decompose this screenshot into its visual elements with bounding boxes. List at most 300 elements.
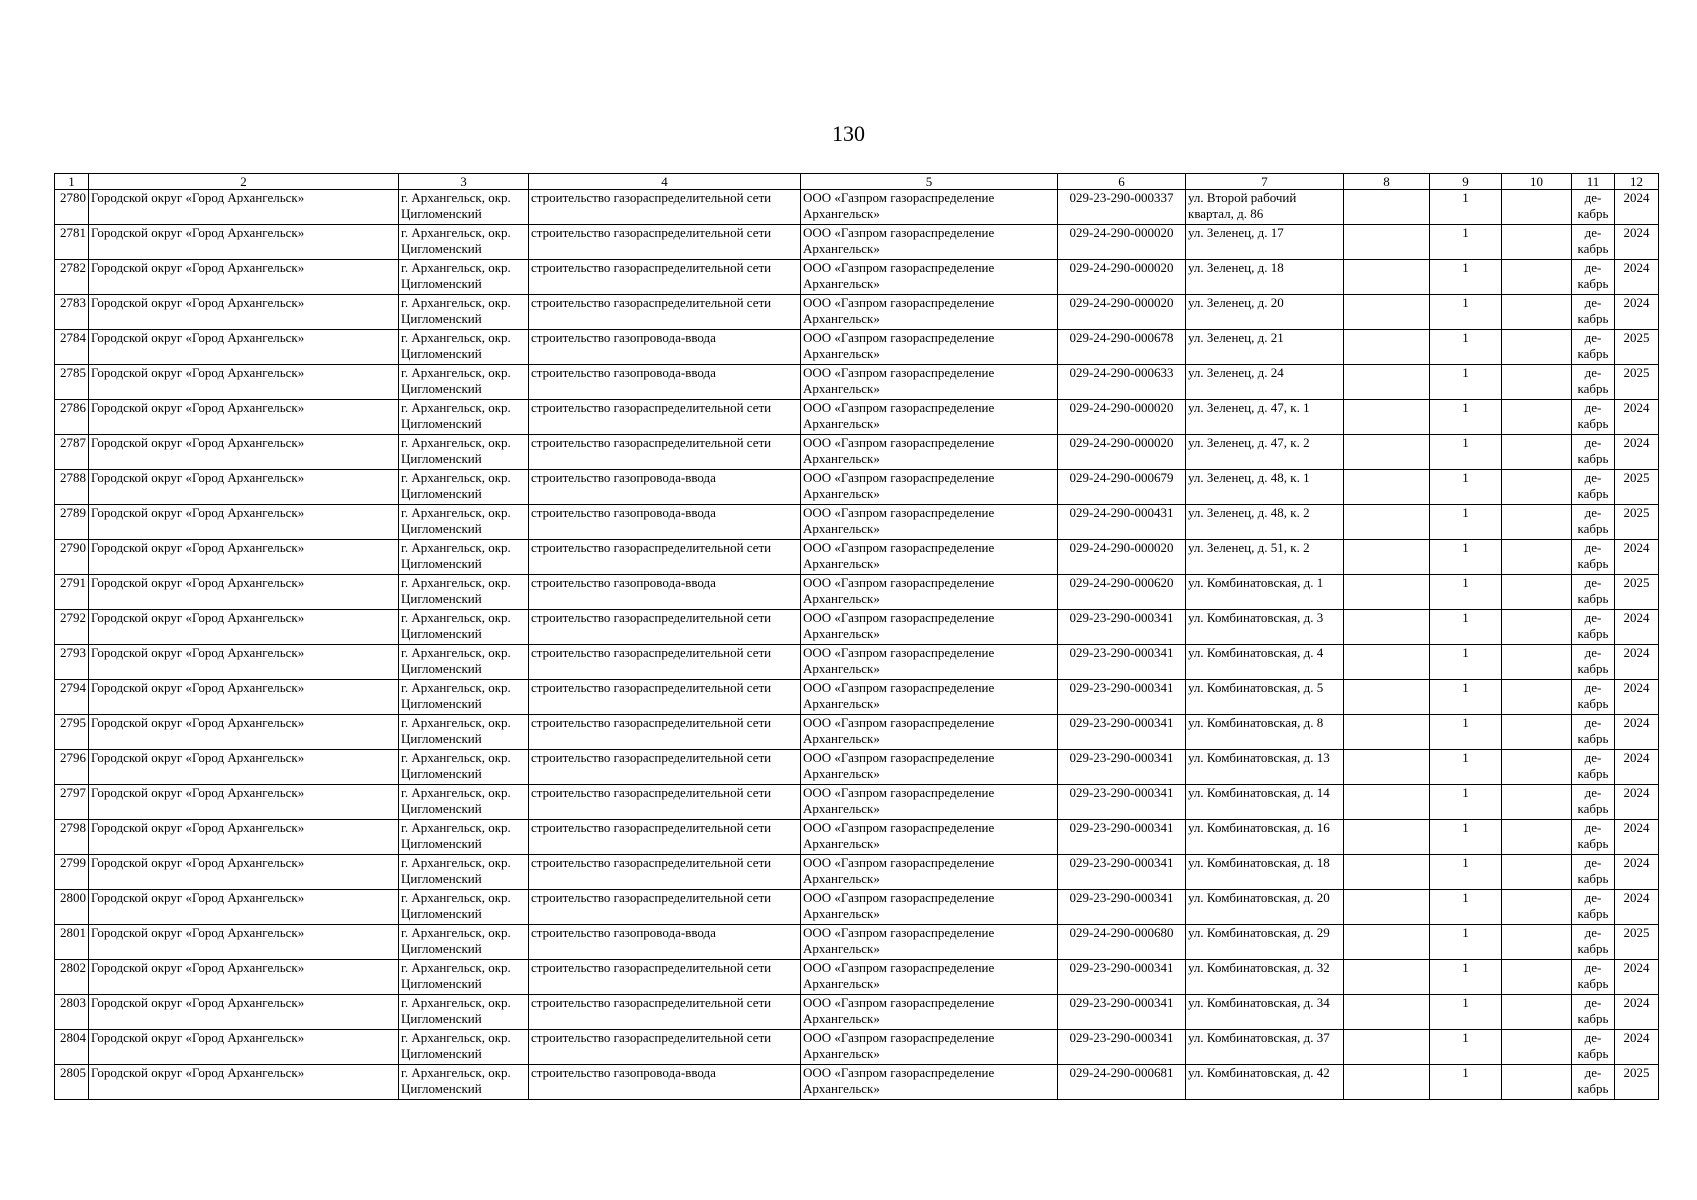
cell-locality: г. Архангельск, окр. Цигломенский (399, 995, 529, 1030)
cell-count: 1 (1430, 890, 1502, 925)
cell-month: де-кабрь (1572, 365, 1615, 400)
table-row (55, 855, 1659, 890)
cell-work-type: строительство газораспределительной сети (529, 400, 801, 435)
cell-locality: г. Архангельск, окр. Цигломенский (399, 330, 529, 365)
cell-month: де-кабрь (1572, 645, 1615, 680)
cell-count: 1 (1430, 260, 1502, 295)
cell-col8 (1344, 960, 1430, 995)
table-row (55, 470, 1659, 505)
cell-count: 1 (1430, 330, 1502, 365)
cell-address: ул. Зеленец, д. 48, к. 2 (1186, 505, 1344, 540)
cell-region: Городской округ «Город Архангельск» (89, 575, 399, 610)
cell-col8 (1344, 750, 1430, 785)
cell-year: 2025 (1615, 505, 1659, 540)
cell-col8 (1344, 890, 1430, 925)
cell-count: 1 (1430, 610, 1502, 645)
table-row (55, 190, 1659, 225)
table-row (55, 785, 1659, 820)
cell-work-type: строительство газораспределительной сети (529, 295, 801, 330)
cell-col10 (1502, 225, 1572, 260)
cell-locality: г. Архангельск, окр. Цигломенский (399, 750, 529, 785)
cell-month: де-кабрь (1572, 505, 1615, 540)
cell-col10 (1502, 435, 1572, 470)
cell-col8 (1344, 365, 1430, 400)
cell-number: 2794 (55, 680, 89, 715)
table-row (55, 715, 1659, 750)
column-header: 4 (529, 174, 801, 190)
table-row (55, 925, 1659, 960)
cell-year: 2025 (1615, 925, 1659, 960)
cell-number: 2798 (55, 820, 89, 855)
cell-number: 2796 (55, 750, 89, 785)
cell-address: ул. Зеленец, д. 17 (1186, 225, 1344, 260)
cell-month: де-кабрь (1572, 680, 1615, 715)
cell-organization: ООО «Газпром газораспределение Архангельск» (801, 890, 1058, 925)
cell-code: 029-24-290-000431 (1058, 505, 1186, 540)
cell-year: 2025 (1615, 470, 1659, 505)
column-header: 10 (1502, 174, 1572, 190)
cell-number: 2791 (55, 575, 89, 610)
cell-number: 2780 (55, 190, 89, 225)
cell-code: 029-23-290-000341 (1058, 1030, 1186, 1065)
cell-number: 2783 (55, 295, 89, 330)
cell-col8 (1344, 785, 1430, 820)
cell-code: 029-24-290-000679 (1058, 470, 1186, 505)
table-row (55, 1030, 1659, 1065)
cell-col10 (1502, 330, 1572, 365)
cell-year: 2025 (1615, 330, 1659, 365)
table-row (55, 750, 1659, 785)
cell-region: Городской округ «Город Архангельск» (89, 680, 399, 715)
cell-year: 2025 (1615, 365, 1659, 400)
cell-col8 (1344, 575, 1430, 610)
cell-code: 029-23-290-000341 (1058, 645, 1186, 680)
cell-month: де-кабрь (1572, 1030, 1615, 1065)
table-row (55, 400, 1659, 435)
cell-locality: г. Архангельск, окр. Цигломенский (399, 400, 529, 435)
cell-month: де-кабрь (1572, 190, 1615, 225)
cell-number: 2805 (55, 1065, 89, 1100)
cell-count: 1 (1430, 575, 1502, 610)
cell-locality: г. Архангельск, окр. Цигломенский (399, 190, 529, 225)
cell-month: де-кабрь (1572, 960, 1615, 995)
cell-col10 (1502, 750, 1572, 785)
cell-col10 (1502, 995, 1572, 1030)
cell-year: 2024 (1615, 820, 1659, 855)
cell-number: 2785 (55, 365, 89, 400)
cell-work-type: строительство газопровода-ввода (529, 505, 801, 540)
cell-col10 (1502, 365, 1572, 400)
cell-year: 2024 (1615, 995, 1659, 1030)
cell-month: де-кабрь (1572, 820, 1615, 855)
cell-count: 1 (1430, 1030, 1502, 1065)
cell-count: 1 (1430, 855, 1502, 890)
cell-number: 2793 (55, 645, 89, 680)
cell-organization: ООО «Газпром газораспределение Архангельск» (801, 225, 1058, 260)
cell-organization: ООО «Газпром газораспределение Архангельск» (801, 715, 1058, 750)
cell-region: Городской округ «Город Архангельск» (89, 820, 399, 855)
cell-address: ул. Зеленец, д. 47, к. 1 (1186, 400, 1344, 435)
cell-col8 (1344, 610, 1430, 645)
cell-code: 029-24-290-000020 (1058, 400, 1186, 435)
cell-col10 (1502, 260, 1572, 295)
cell-address: ул. Комбинатовская, д. 13 (1186, 750, 1344, 785)
cell-col8 (1344, 995, 1430, 1030)
cell-year: 2024 (1615, 1030, 1659, 1065)
cell-organization: ООО «Газпром газораспределение Архангельск» (801, 1065, 1058, 1100)
column-header: 2 (89, 174, 399, 190)
cell-number: 2784 (55, 330, 89, 365)
cell-organization: ООО «Газпром газораспределение Архангельск» (801, 925, 1058, 960)
cell-locality: г. Архангельск, окр. Цигломенский (399, 785, 529, 820)
table-row (55, 890, 1659, 925)
cell-organization: ООО «Газпром газораспределение Архангельск» (801, 785, 1058, 820)
cell-year: 2025 (1615, 1065, 1659, 1100)
cell-address: ул. Комбинатовская, д. 20 (1186, 890, 1344, 925)
cell-col10 (1502, 1030, 1572, 1065)
cell-work-type: строительство газораспределительной сети (529, 260, 801, 295)
cell-address: ул. Комбинатовская, д. 32 (1186, 960, 1344, 995)
cell-organization: ООО «Газпром газораспределение Архангельск» (801, 365, 1058, 400)
cell-col8 (1344, 295, 1430, 330)
cell-count: 1 (1430, 785, 1502, 820)
cell-month: де-кабрь (1572, 400, 1615, 435)
cell-col10 (1502, 190, 1572, 225)
cell-col10 (1502, 470, 1572, 505)
table-row (55, 680, 1659, 715)
cell-address: ул. Комбинатовская, д. 37 (1186, 1030, 1344, 1065)
cell-locality: г. Архангельск, окр. Цигломенский (399, 575, 529, 610)
cell-number: 2781 (55, 225, 89, 260)
cell-organization: ООО «Газпром газораспределение Архангельск» (801, 575, 1058, 610)
column-header: 6 (1058, 174, 1186, 190)
cell-number: 2802 (55, 960, 89, 995)
column-header: 12 (1615, 174, 1659, 190)
cell-organization: ООО «Газпром газораспределение Архангельск» (801, 855, 1058, 890)
cell-col8 (1344, 855, 1430, 890)
cell-count: 1 (1430, 960, 1502, 995)
cell-number: 2800 (55, 890, 89, 925)
cell-number: 2797 (55, 785, 89, 820)
cell-code: 029-23-290-000341 (1058, 890, 1186, 925)
cell-work-type: строительство газопровода-ввода (529, 470, 801, 505)
cell-year: 2024 (1615, 645, 1659, 680)
cell-count: 1 (1430, 400, 1502, 435)
cell-region: Городской округ «Город Архангельск» (89, 435, 399, 470)
cell-count: 1 (1430, 1065, 1502, 1100)
cell-address: ул. Комбинатовская, д. 34 (1186, 995, 1344, 1030)
table-row (55, 225, 1659, 260)
cell-month: де-кабрь (1572, 540, 1615, 575)
cell-region: Городской округ «Город Архангельск» (89, 995, 399, 1030)
cell-region: Городской округ «Город Архангельск» (89, 610, 399, 645)
cell-col8 (1344, 820, 1430, 855)
cell-number: 2803 (55, 995, 89, 1030)
cell-year: 2024 (1615, 785, 1659, 820)
cell-region: Городской округ «Город Архангельск» (89, 1065, 399, 1100)
cell-code: 029-24-290-000678 (1058, 330, 1186, 365)
table-row (55, 995, 1659, 1030)
cell-work-type: строительство газораспределительной сети (529, 785, 801, 820)
column-header: 8 (1344, 174, 1430, 190)
cell-organization: ООО «Газпром газораспределение Архангельск» (801, 610, 1058, 645)
cell-address: ул. Зеленец, д. 18 (1186, 260, 1344, 295)
table-row (55, 645, 1659, 680)
column-header: 3 (399, 174, 529, 190)
cell-col10 (1502, 785, 1572, 820)
table-row (55, 960, 1659, 995)
cell-col8 (1344, 190, 1430, 225)
cell-organization: ООО «Газпром газораспределение Архангельск» (801, 330, 1058, 365)
cell-year: 2024 (1615, 750, 1659, 785)
cell-locality: г. Архангельск, окр. Цигломенский (399, 925, 529, 960)
cell-address: ул. Комбинатовская, д. 5 (1186, 680, 1344, 715)
cell-work-type: строительство газораспределительной сети (529, 820, 801, 855)
cell-region: Городской округ «Город Архангельск» (89, 330, 399, 365)
cell-year: 2024 (1615, 715, 1659, 750)
table-row (55, 435, 1659, 470)
cell-region: Городской округ «Город Архангельск» (89, 295, 399, 330)
cell-region: Городской округ «Город Архангельск» (89, 400, 399, 435)
cell-year: 2024 (1615, 540, 1659, 575)
cell-locality: г. Архангельск, окр. Цигломенский (399, 540, 529, 575)
cell-organization: ООО «Газпром газораспределение Архангельск» (801, 470, 1058, 505)
cell-region: Городской округ «Город Архангельск» (89, 925, 399, 960)
cell-year: 2024 (1615, 190, 1659, 225)
cell-col10 (1502, 820, 1572, 855)
cell-col10 (1502, 715, 1572, 750)
cell-locality: г. Архангельск, окр. Цигломенский (399, 820, 529, 855)
cell-year: 2024 (1615, 260, 1659, 295)
cell-region: Городской округ «Город Архангельск» (89, 505, 399, 540)
cell-col8 (1344, 645, 1430, 680)
cell-organization: ООО «Газпром газораспределение Архангельск» (801, 260, 1058, 295)
cell-work-type: строительство газораспределительной сети (529, 855, 801, 890)
table-row (55, 540, 1659, 575)
cell-year: 2024 (1615, 435, 1659, 470)
cell-work-type: строительство газопровода-ввода (529, 575, 801, 610)
cell-locality: г. Архангельск, окр. Цигломенский (399, 855, 529, 890)
cell-number: 2788 (55, 470, 89, 505)
cell-address: ул. Комбинатовская, д. 42 (1186, 1065, 1344, 1100)
cell-region: Городской округ «Город Архангельск» (89, 645, 399, 680)
cell-col10 (1502, 890, 1572, 925)
cell-work-type: строительство газопровода-ввода (529, 330, 801, 365)
cell-count: 1 (1430, 645, 1502, 680)
cell-col8 (1344, 540, 1430, 575)
cell-locality: г. Архангельск, окр. Цигломенский (399, 470, 529, 505)
cell-work-type: строительство газопровода-ввода (529, 365, 801, 400)
cell-locality: г. Архангельск, окр. Цигломенский (399, 225, 529, 260)
cell-address: ул. Комбинатовская, д. 16 (1186, 820, 1344, 855)
cell-work-type: строительство газораспределительной сети (529, 960, 801, 995)
cell-month: де-кабрь (1572, 435, 1615, 470)
cell-code: 029-23-290-000341 (1058, 785, 1186, 820)
cell-organization: ООО «Газпром газораспределение Архангельск» (801, 750, 1058, 785)
cell-region: Городской округ «Город Архангельск» (89, 890, 399, 925)
cell-col10 (1502, 925, 1572, 960)
cell-locality: г. Архангельск, окр. Цигломенский (399, 1065, 529, 1100)
table-row (55, 295, 1659, 330)
cell-number: 2804 (55, 1030, 89, 1065)
cell-work-type: строительство газораспределительной сети (529, 190, 801, 225)
cell-region: Городской округ «Город Архангельск» (89, 190, 399, 225)
cell-month: де-кабрь (1572, 575, 1615, 610)
table-row (55, 365, 1659, 400)
cell-code: 029-23-290-000341 (1058, 715, 1186, 750)
cell-locality: г. Архангельск, окр. Цигломенский (399, 645, 529, 680)
cell-address: ул. Комбинатовская, д. 18 (1186, 855, 1344, 890)
cell-region: Городской округ «Город Архангельск» (89, 365, 399, 400)
cell-code: 029-24-290-000633 (1058, 365, 1186, 400)
cell-address: ул. Зеленец, д. 24 (1186, 365, 1344, 400)
cell-work-type: строительство газораспределительной сети (529, 890, 801, 925)
cell-region: Городской округ «Город Архангельск» (89, 715, 399, 750)
cell-col10 (1502, 645, 1572, 680)
cell-count: 1 (1430, 715, 1502, 750)
registry-table (54, 173, 1659, 1100)
cell-organization: ООО «Газпром газораспределение Архангельск» (801, 995, 1058, 1030)
cell-address: ул. Зеленец, д. 47, к. 2 (1186, 435, 1344, 470)
cell-locality: г. Архангельск, окр. Цигломенский (399, 295, 529, 330)
cell-count: 1 (1430, 435, 1502, 470)
cell-region: Городской округ «Город Архангельск» (89, 260, 399, 295)
cell-organization: ООО «Газпром газораспределение Архангельск» (801, 295, 1058, 330)
cell-code: 029-24-290-000020 (1058, 295, 1186, 330)
table-row (55, 1065, 1659, 1100)
cell-count: 1 (1430, 820, 1502, 855)
column-header: 5 (801, 174, 1058, 190)
cell-col8 (1344, 715, 1430, 750)
cell-count: 1 (1430, 365, 1502, 400)
cell-organization: ООО «Газпром газораспределение Архангельск» (801, 435, 1058, 470)
cell-col8 (1344, 680, 1430, 715)
cell-number: 2790 (55, 540, 89, 575)
cell-address: ул. Зеленец, д. 20 (1186, 295, 1344, 330)
cell-address: ул. Зеленец, д. 21 (1186, 330, 1344, 365)
cell-work-type: строительство газораспределительной сети (529, 750, 801, 785)
cell-year: 2024 (1615, 610, 1659, 645)
cell-col8 (1344, 330, 1430, 365)
cell-address: ул. Комбинатовская, д. 4 (1186, 645, 1344, 680)
cell-work-type: строительство газораспределительной сети (529, 645, 801, 680)
cell-region: Городской округ «Город Архангельск» (89, 540, 399, 575)
cell-month: де-кабрь (1572, 1065, 1615, 1100)
cell-organization: ООО «Газпром газораспределение Архангельск» (801, 645, 1058, 680)
cell-organization: ООО «Газпром газораспределение Архангельск» (801, 820, 1058, 855)
cell-col8 (1344, 260, 1430, 295)
cell-count: 1 (1430, 995, 1502, 1030)
cell-col8 (1344, 225, 1430, 260)
table-row (55, 575, 1659, 610)
cell-col10 (1502, 610, 1572, 645)
cell-number: 2799 (55, 855, 89, 890)
cell-region: Городской округ «Город Архангельск» (89, 470, 399, 505)
cell-locality: г. Архангельск, окр. Цигломенский (399, 960, 529, 995)
cell-number: 2801 (55, 925, 89, 960)
cell-month: де-кабрь (1572, 470, 1615, 505)
cell-locality: г. Архангельск, окр. Цигломенский (399, 1030, 529, 1065)
cell-work-type: строительство газораспределительной сети (529, 540, 801, 575)
cell-col10 (1502, 855, 1572, 890)
cell-month: де-кабрь (1572, 925, 1615, 960)
cell-col10 (1502, 680, 1572, 715)
cell-year: 2025 (1615, 575, 1659, 610)
column-header: 7 (1186, 174, 1344, 190)
cell-address: ул. Комбинатовская, д. 3 (1186, 610, 1344, 645)
cell-code: 029-24-290-000020 (1058, 435, 1186, 470)
cell-code: 029-24-290-000620 (1058, 575, 1186, 610)
cell-count: 1 (1430, 750, 1502, 785)
cell-month: де-кабрь (1572, 855, 1615, 890)
table-body (55, 174, 1659, 1100)
cell-month: де-кабрь (1572, 260, 1615, 295)
cell-code: 029-23-290-000341 (1058, 995, 1186, 1030)
cell-count: 1 (1430, 540, 1502, 575)
cell-col10 (1502, 505, 1572, 540)
cell-count: 1 (1430, 470, 1502, 505)
cell-address: ул. Зеленец, д. 48, к. 1 (1186, 470, 1344, 505)
cell-address: ул. Второй рабочий квартал, д. 86 (1186, 190, 1344, 225)
cell-count: 1 (1430, 505, 1502, 540)
column-header: 9 (1430, 174, 1502, 190)
cell-address: ул. Комбинатовская, д. 1 (1186, 575, 1344, 610)
cell-month: де-кабрь (1572, 750, 1615, 785)
cell-col10 (1502, 540, 1572, 575)
cell-col8 (1344, 435, 1430, 470)
cell-col8 (1344, 925, 1430, 960)
cell-locality: г. Архангельск, окр. Цигломенский (399, 890, 529, 925)
cell-month: де-кабрь (1572, 330, 1615, 365)
cell-code: 029-23-290-000337 (1058, 190, 1186, 225)
cell-count: 1 (1430, 295, 1502, 330)
header-row (55, 174, 1659, 190)
cell-col8 (1344, 470, 1430, 505)
cell-year: 2024 (1615, 855, 1659, 890)
cell-year: 2024 (1615, 225, 1659, 260)
cell-number: 2789 (55, 505, 89, 540)
cell-col10 (1502, 575, 1572, 610)
cell-code: 029-24-290-000020 (1058, 225, 1186, 260)
cell-year: 2024 (1615, 890, 1659, 925)
cell-work-type: строительство газораспределительной сети (529, 225, 801, 260)
cell-organization: ООО «Газпром газораспределение Архангельск» (801, 190, 1058, 225)
cell-count: 1 (1430, 225, 1502, 260)
cell-region: Городской округ «Город Архангельск» (89, 225, 399, 260)
cell-work-type: строительство газораспределительной сети (529, 715, 801, 750)
cell-code: 029-24-290-000680 (1058, 925, 1186, 960)
cell-locality: г. Архангельск, окр. Цигломенский (399, 435, 529, 470)
cell-col10 (1502, 400, 1572, 435)
cell-region: Городской округ «Город Архангельск» (89, 1030, 399, 1065)
cell-year: 2024 (1615, 400, 1659, 435)
cell-work-type: строительство газопровода-ввода (529, 925, 801, 960)
cell-number: 2787 (55, 435, 89, 470)
cell-code: 029-23-290-000341 (1058, 680, 1186, 715)
cell-month: де-кабрь (1572, 890, 1615, 925)
column-header: 1 (55, 174, 89, 190)
table-row (55, 505, 1659, 540)
cell-code: 029-24-290-000020 (1058, 540, 1186, 575)
table-row (55, 610, 1659, 645)
cell-region: Городской округ «Город Архангельск» (89, 785, 399, 820)
cell-code: 029-24-290-000681 (1058, 1065, 1186, 1100)
cell-code: 029-23-290-000341 (1058, 855, 1186, 890)
cell-locality: г. Архангельск, окр. Цигломенский (399, 680, 529, 715)
cell-number: 2795 (55, 715, 89, 750)
cell-month: де-кабрь (1572, 785, 1615, 820)
page-number: 130 (832, 121, 865, 146)
